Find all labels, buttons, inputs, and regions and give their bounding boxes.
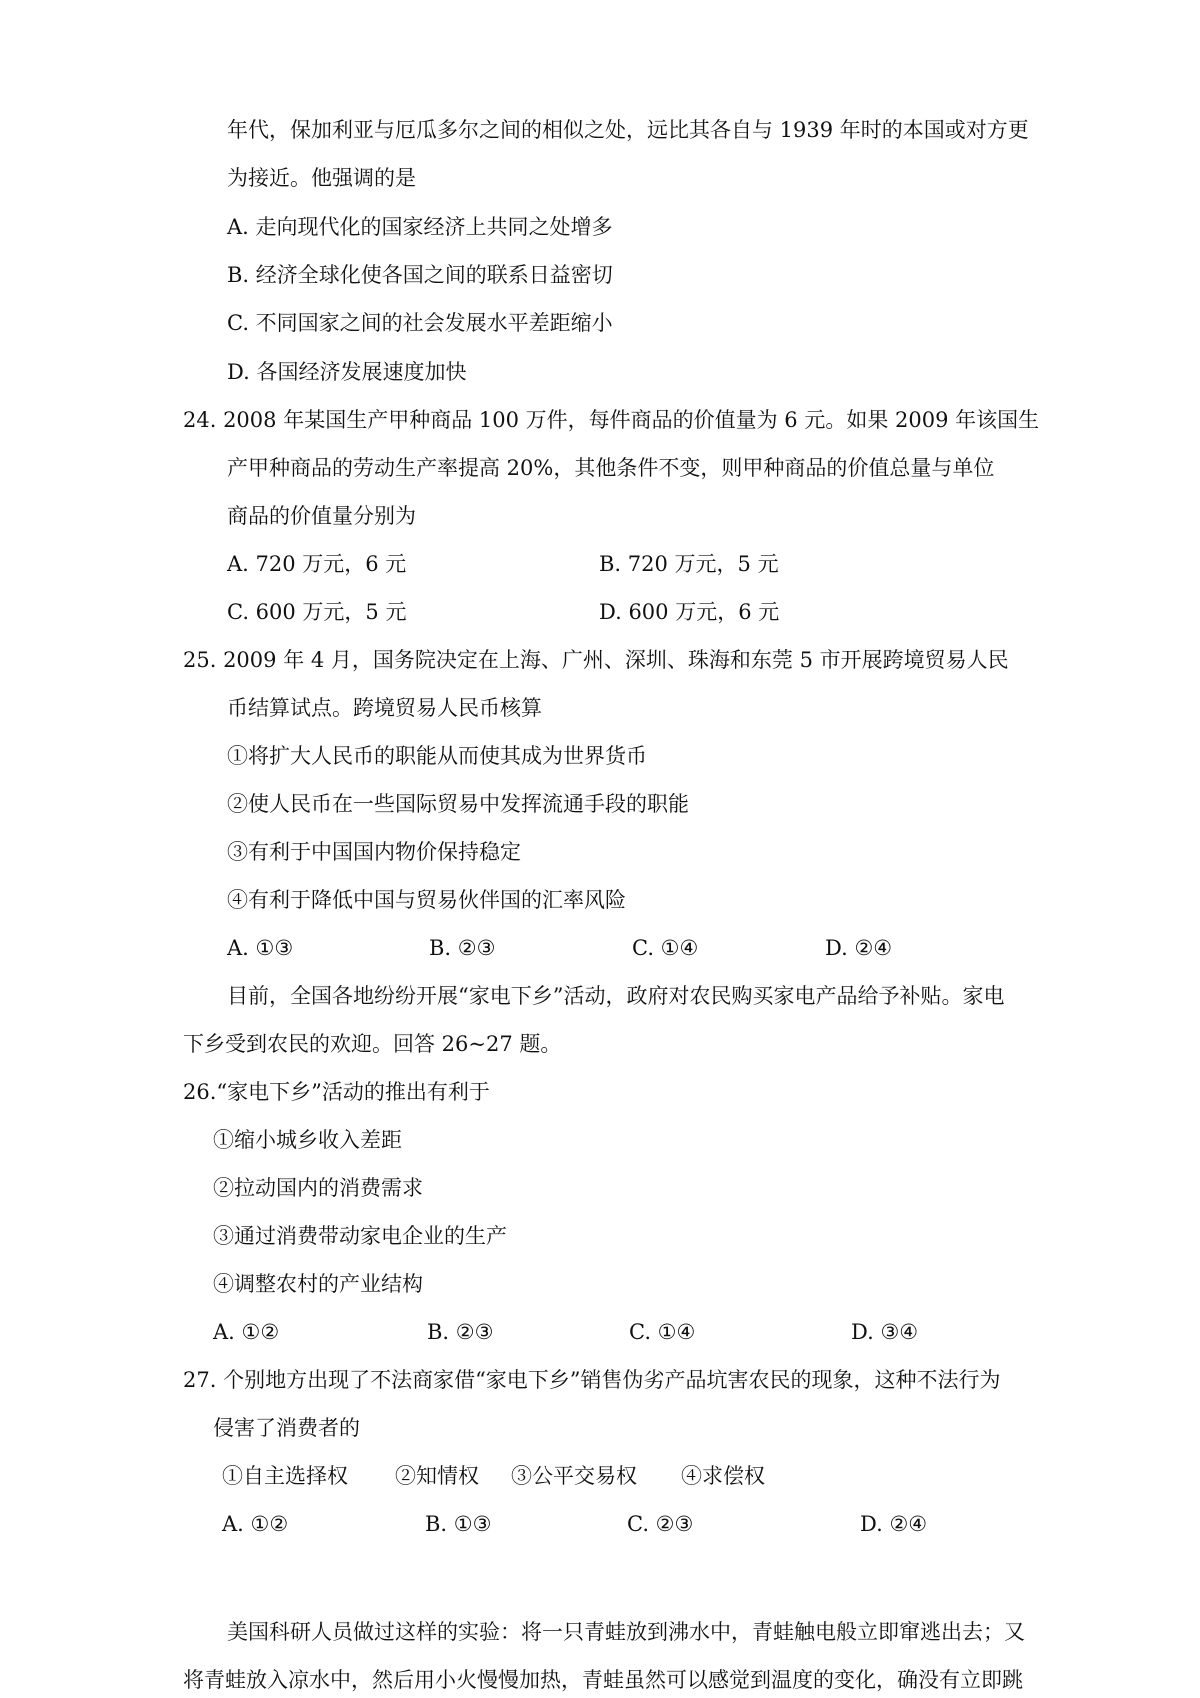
material-26-27-line-1: 目前，全国各地纷纷开展“家电下乡”活动，政府对农民购买家电产品给予补贴。家电 xyxy=(227,984,1005,1008)
q27-right-2: ②知情权 xyxy=(395,1464,479,1488)
q27-stem-line-2: 侵害了消费者的 xyxy=(213,1416,360,1440)
q24-option-d: D. 600 万元，6 元 xyxy=(599,600,780,624)
q26-option-c: C. ①④ xyxy=(629,1320,696,1344)
material-next-line-1: 美国科研人员做过这样的实验：将一只青蛙放到沸水中，青蛙触电般立即窜逃出去；又 xyxy=(227,1620,1025,1644)
q23-stem-line-1: 年代，保加利亚与厄瓜多尔之间的相似之处，远比其各自与 1939 年时的本国或对方更 xyxy=(227,118,1029,142)
q27-option-a: A. ①② xyxy=(222,1512,289,1536)
q25-statement-3: ③有利于中国国内物价保持稳定 xyxy=(227,840,521,864)
q27-right-4: ④求偿权 xyxy=(681,1464,765,1488)
q25-stem-line-2: 币结算试点。跨境贸易人民币核算 xyxy=(227,696,542,720)
q25-option-d: D. ②④ xyxy=(825,936,893,960)
q23-option-a: A. 走向现代化的国家经济上共同之处增多 xyxy=(227,215,613,239)
q24-option-a: A. 720 万元，6 元 xyxy=(227,552,407,576)
q27-right-1: ①自主选择权 xyxy=(222,1464,348,1488)
q25-option-c: C. ①④ xyxy=(632,936,699,960)
q24-option-b: B. 720 万元，5 元 xyxy=(599,552,779,576)
q27-stem-line-1: 27. 个别地方出现了不法商家借“家电下乡”销售伪劣产品坑害农民的现象，这种不法行为 xyxy=(183,1368,1001,1392)
q26-statement-2: ②拉动国内的消费需求 xyxy=(213,1176,423,1200)
q24-stem-line-2: 产甲种商品的劳动生产率提高 20%，其他条件不变，则甲种商品的价值总量与单位 xyxy=(227,456,995,480)
q27-option-d: D. ②④ xyxy=(860,1512,928,1536)
q25-statement-2: ②使人民币在一些国际贸易中发挥流通手段的职能 xyxy=(227,792,689,816)
q26-statement-4: ④调整农村的产业结构 xyxy=(213,1272,423,1296)
q26-option-b: B. ②③ xyxy=(427,1320,494,1344)
q23-option-c: C. 不同国家之间的社会发展水平差距缩小 xyxy=(227,311,613,335)
q26-option-a: A. ①② xyxy=(213,1320,280,1344)
q26-option-d: D. ③④ xyxy=(851,1320,919,1344)
q27-option-b: B. ①③ xyxy=(425,1512,492,1536)
q24-stem-line-3: 商品的价值量分别为 xyxy=(227,504,416,528)
q24-option-c: C. 600 万元，5 元 xyxy=(227,600,407,624)
q25-statement-4: ④有利于降低中国与贸易伙伴国的汇率风险 xyxy=(227,888,626,912)
q25-stem-line-1: 25. 2009 年 4 月，国务院决定在上海、广州、深圳、珠海和东莞 5 市开展跨境贸易人民 xyxy=(183,648,1009,672)
material-26-27-line-2: 下乡受到农民的欢迎。回答 26~27 题。 xyxy=(183,1032,562,1056)
q23-option-d: D. 各国经济发展速度加快 xyxy=(227,360,467,384)
q26-stem-line-1: 26.“家电下乡”活动的推出有利于 xyxy=(183,1080,490,1104)
q25-option-a: A. ①③ xyxy=(227,936,294,960)
q27-option-c: C. ②③ xyxy=(627,1512,694,1536)
q26-statement-1: ①缩小城乡收入差距 xyxy=(213,1128,402,1152)
q25-option-b: B. ②③ xyxy=(429,936,496,960)
q27-right-3: ③公平交易权 xyxy=(511,1464,637,1488)
material-next-line-2: 将青蛙放入凉水中，然后用小火慢慢加热，青蛙虽然可以感觉到温度的变化，确没有立即跳 xyxy=(183,1668,1023,1692)
q23-option-b: B. 经济全球化使各国之间的联系日益密切 xyxy=(227,263,613,287)
q26-statement-3: ③通过消费带动家电企业的生产 xyxy=(213,1224,507,1248)
q25-statement-1: ①将扩大人民币的职能从而使其成为世界货币 xyxy=(227,744,647,768)
q23-stem-line-2: 为接近。他强调的是 xyxy=(227,166,416,190)
q24-stem-line-1: 24. 2008 年某国生产甲种商品 100 万件，每件商品的价值量为 6 元。如果 2009 年该国生 xyxy=(183,408,1040,432)
